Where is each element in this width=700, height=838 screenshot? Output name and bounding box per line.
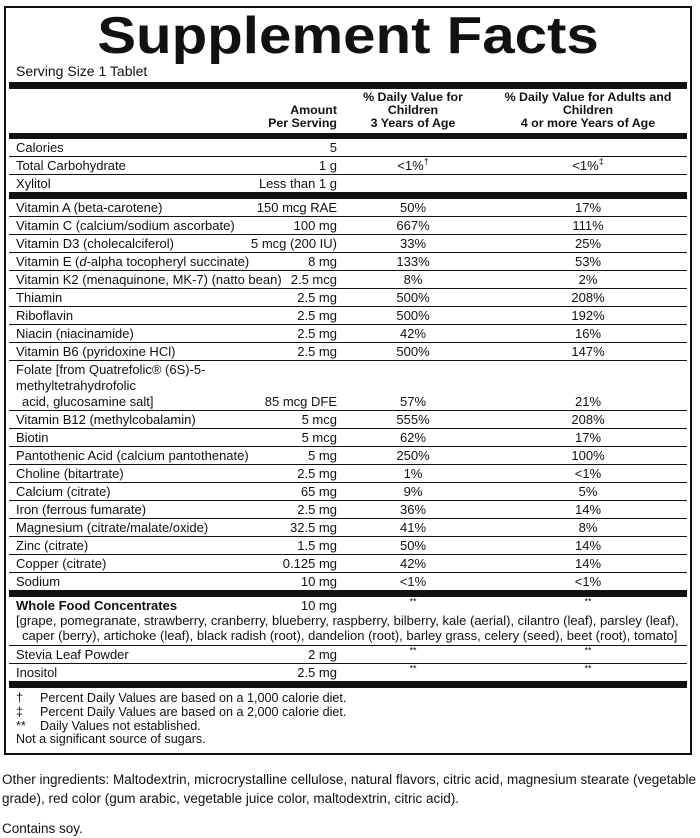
footnote-text: Percent Daily Values are based on a 1,000 calorie diet. xyxy=(40,691,347,705)
nutrient-name: Thiamin xyxy=(16,290,63,305)
other-ingredients-text: Other ingredients: Maltodextrin, microcrystalline cellulose, natural flavors, citric acid, magnesium stearate (vegetable grade), red color (gum arabic, vegetable juice color, maltodextrin, citric acid). xyxy=(2,772,697,807)
adults-dv-cell: 2% xyxy=(578,272,598,287)
children-dv-cell: 1% xyxy=(403,466,423,481)
footnote-marker: ** xyxy=(584,645,592,656)
footnote-line xyxy=(16,692,679,706)
allergen-statement: Contains soy. xyxy=(2,821,83,837)
amount-cell: 1 g xyxy=(318,158,337,173)
table-row xyxy=(9,234,687,252)
footnote-text: Percent Daily Values are based on a 2,000 calorie diet. xyxy=(40,704,347,719)
footnote-marker: ‡ xyxy=(16,704,24,719)
nutrient-name: Vitamin B12 (methylcobalamin) xyxy=(16,412,196,427)
amount-cell: 85 mcg DFE xyxy=(264,394,337,409)
nutrient-name: Inositol xyxy=(16,665,58,680)
table-row xyxy=(9,324,687,342)
amount-cell: 2 mg xyxy=(308,647,337,662)
nutrient-name: Vitamin A (beta-carotene) xyxy=(16,200,163,215)
adults-dv-cell: 14% xyxy=(574,556,602,571)
adults-dv-cell: 100% xyxy=(571,448,605,463)
nutrient-name-amount-cell xyxy=(9,140,337,156)
amount-cell: 0.125 mg xyxy=(282,556,337,571)
children-dv-cell xyxy=(337,647,489,663)
table-row xyxy=(9,410,687,428)
adults-dv-cell: 53% xyxy=(574,254,602,269)
children-dv-cell: 9% xyxy=(403,484,423,499)
table-row xyxy=(9,270,687,288)
nutrient-name: Pantothenic Acid (calcium pantothenate) xyxy=(16,448,249,463)
whole-food-ingredients-note: [grape, pomegranate, strawberry, cranberry, blueberry, raspberry, bilberry, kale (aerial), cilantro (leaf), parsley (leaf), caper (berry), artichoke (leaf), black radish (root), dandelion (root), barley grass, celery (seed), beet (root), tomato] xyxy=(16,613,679,643)
children-dv-cell: 57% xyxy=(399,394,427,409)
children-dv-cell: 667% xyxy=(396,218,430,233)
footnote-marker: ** xyxy=(584,596,592,607)
table-row xyxy=(9,342,687,360)
adults-dv-cell: 111% xyxy=(572,218,604,233)
adults-dv-cell: 8% xyxy=(578,520,598,535)
nutrient-name: Niacin (niacinamide) xyxy=(16,326,134,341)
amount-cell: 32.5 mg xyxy=(290,520,337,535)
table-row xyxy=(9,288,687,306)
children-dv-cell: 41% xyxy=(399,520,427,535)
table-row xyxy=(9,446,687,464)
children-dv-cell xyxy=(337,140,489,156)
nutrient-name-amount-cell xyxy=(9,236,337,252)
children-dv-cell: 36% xyxy=(399,502,427,517)
children-dv-cell: <1% xyxy=(399,574,427,589)
nutrient-name: Copper (citrate) xyxy=(16,556,107,571)
table-row xyxy=(9,482,687,500)
footnote-line xyxy=(16,720,679,734)
children-dv-cell: 42% xyxy=(399,326,427,341)
adults-dv-cell: 17% xyxy=(574,200,602,215)
children-dv-cell: 62% xyxy=(399,430,427,445)
panel-title: Supplement Facts xyxy=(97,7,599,65)
children-dv-cell: 42% xyxy=(399,556,427,571)
nutrient-name-line2: acid, glucosamine salt] xyxy=(22,394,154,409)
section-divider xyxy=(9,681,687,688)
amount-cell: 10 mg xyxy=(300,574,337,589)
nutrient-name-amount-cell xyxy=(9,218,337,234)
nutrient-name: Whole Food Concentrates xyxy=(16,598,178,613)
footnote-marker: ‡ xyxy=(598,156,604,167)
adults-dv-cell: 208% xyxy=(571,412,605,427)
nutrient-name: Zinc (citrate) xyxy=(16,538,89,553)
children-dv-cell: 500% xyxy=(396,308,430,323)
table-row xyxy=(9,645,687,663)
nutrient-name: Vitamin D3 (cholecalciferol) xyxy=(16,236,174,251)
nutrient-name-amount-cell xyxy=(9,272,337,288)
children-dv-cell: 500% xyxy=(396,344,430,359)
children-dv-cell: 50% xyxy=(399,200,427,215)
table-row xyxy=(9,518,687,536)
table-row xyxy=(9,216,687,234)
nutrient-name-amount-cell xyxy=(9,412,337,428)
footnote-line xyxy=(16,706,679,720)
adults-dv-cell: 192% xyxy=(571,308,605,323)
nutrient-name: Calories xyxy=(16,140,64,155)
nutrient-name: Vitamin B6 (pyridoxine HCl) xyxy=(16,344,176,359)
nutrient-name-amount-cell xyxy=(9,254,337,270)
table-row xyxy=(9,174,687,192)
amount-cell: 2.5 mg xyxy=(297,466,337,481)
nutrient-name-amount-cell xyxy=(9,538,337,554)
amount-column-header: Amount Per Serving xyxy=(268,103,337,130)
footnote-text: Not a significant source of sugars. xyxy=(16,732,206,747)
amount-cell: 2.5 mg xyxy=(297,665,337,680)
adults-dv-cell: 5% xyxy=(578,484,598,499)
amount-cell: 2.5 mcg xyxy=(290,272,337,287)
whole-food-section xyxy=(9,597,687,681)
children-dv-cell xyxy=(337,176,489,192)
children-dv-cell: 133% xyxy=(396,254,430,269)
amount-cell: 2.5 mg xyxy=(297,502,337,517)
adults-dv-cell: 14% xyxy=(574,502,602,517)
adults-dv-column-header: % Daily Value for Adults and Children 4 or more Years of Age xyxy=(504,90,672,130)
adults-dv-cell xyxy=(489,140,687,156)
children-dv-cell: 500% xyxy=(396,290,430,305)
nutrient-name: Total Carbohydrate xyxy=(16,158,126,173)
nutrient-name-amount-cell xyxy=(9,647,337,663)
nutrient-name: Magnesium (citrate/malate/oxide) xyxy=(16,520,209,535)
nutrient-name: Vitamin K2 (menaquinone, MK-7) (natto bean) xyxy=(16,272,282,287)
amount-cell: 5 mg xyxy=(308,448,337,463)
table-row xyxy=(9,597,687,614)
nutrient-name: Riboflavin xyxy=(16,308,74,323)
column-headers xyxy=(9,89,687,133)
nutrient-name: Vitamin E (d-alpha tocopheryl succinate) xyxy=(16,254,250,269)
nutrient-name-amount-cell xyxy=(9,326,337,342)
children-dv-cell: <1%† xyxy=(397,156,429,173)
nutrient-name-amount-cell xyxy=(9,176,337,192)
nutrient-name: Xylitol xyxy=(16,176,51,191)
section-divider xyxy=(9,192,687,199)
amount-cell: 10 mg xyxy=(300,598,337,613)
nutrient-name-amount-cell xyxy=(9,665,337,681)
nutrient-name-amount-cell xyxy=(9,344,337,360)
nutrient-name-amount-cell xyxy=(9,448,337,464)
table-row xyxy=(9,572,687,590)
adults-dv-cell: 16% xyxy=(574,326,602,341)
footnote-marker: † xyxy=(16,691,24,705)
table-row xyxy=(9,199,687,216)
amount-cell: 2.5 mg xyxy=(297,308,337,323)
table-row xyxy=(9,252,687,270)
amount-cell: 65 mg xyxy=(300,484,337,499)
adults-dv-cell: <1%‡ xyxy=(572,156,604,173)
children-dv-cell: 250% xyxy=(396,448,430,463)
table-row xyxy=(9,139,687,156)
amount-cell: 8 mg xyxy=(308,254,337,269)
adults-dv-cell: 14% xyxy=(574,538,602,553)
adults-dv-cell xyxy=(489,647,687,663)
table-row xyxy=(9,306,687,324)
table-row xyxy=(9,428,687,446)
adults-dv-cell xyxy=(489,665,687,681)
amount-cell: 5 mcg (200 IU) xyxy=(251,236,337,251)
footnote-marker: ** xyxy=(409,596,417,607)
nutrient-name-amount-cell xyxy=(9,290,337,306)
footnote-text: Daily Values not established. xyxy=(40,718,201,733)
amount-cell: 5 mcg xyxy=(301,412,337,427)
nutrient-name-amount-cell xyxy=(9,556,337,572)
nutrient-name: Iron (ferrous fumarate) xyxy=(16,502,147,517)
serving-size: Serving Size 1 Tablet xyxy=(16,63,148,79)
amount-cell: 5 mcg xyxy=(301,430,337,445)
nutrient-name-line1: Folate [from Quatrefolic® (6S)-5-methyltetrahydrofolic xyxy=(16,362,206,393)
nutrient-name xyxy=(16,362,261,410)
adults-dv-cell: 147% xyxy=(571,344,605,359)
footnote-marker: † xyxy=(423,156,429,167)
amount-cell: Less than 1 g xyxy=(258,176,337,191)
children-dv-cell: 8% xyxy=(403,272,423,287)
table-row xyxy=(9,156,687,174)
nutrient-name-amount-cell xyxy=(9,598,337,614)
nutrient-name: Sodium xyxy=(16,574,61,589)
children-dv-cell xyxy=(337,598,489,614)
table-row xyxy=(9,536,687,554)
amount-cell: 2.5 mg xyxy=(297,344,337,359)
table-row xyxy=(9,663,687,681)
adults-dv-cell: 208% xyxy=(571,290,605,305)
children-dv-cell: 33% xyxy=(399,236,427,251)
children-dv-cell: 555% xyxy=(396,412,430,427)
nutrient-name: Vitamin C (calcium/sodium ascorbate) xyxy=(16,218,235,233)
footnote-marker: ** xyxy=(409,663,417,674)
adults-dv-cell: <1% xyxy=(574,466,602,481)
footnotes xyxy=(9,688,687,748)
nutrient-name: Stevia Leaf Powder xyxy=(16,647,129,662)
nutrient-name: Calcium (citrate) xyxy=(16,484,111,499)
table-row xyxy=(9,500,687,518)
adults-dv-cell: 17% xyxy=(574,430,602,445)
nutrient-name-amount-cell xyxy=(9,158,337,174)
amount-cell: 5 xyxy=(329,140,337,155)
children-dv-column-header: % Daily Value for Children 3 Years of Age xyxy=(363,90,463,130)
supplement-facts-panel xyxy=(4,6,692,755)
nutrient-name-amount-cell xyxy=(9,362,337,410)
footnote-marker: ** xyxy=(584,663,592,674)
amount-cell: 1.5 mg xyxy=(297,538,337,553)
footnote-marker: ** xyxy=(16,718,26,733)
footnote-line xyxy=(16,733,679,747)
nutrient-name-amount-cell xyxy=(9,502,337,518)
amount-cell: 2.5 mg xyxy=(297,326,337,341)
adults-dv-cell: 21% xyxy=(574,394,602,409)
nutrient-name-amount-cell xyxy=(9,308,337,324)
adults-dv-cell xyxy=(489,176,687,192)
nutrient-name: Biotin xyxy=(16,430,49,445)
nutrient-name-amount-cell xyxy=(9,430,337,446)
vitamins-minerals-section xyxy=(9,199,687,590)
section-divider xyxy=(9,82,687,89)
amount-cell: 150 mcg RAE xyxy=(256,200,337,215)
amount-cell: 2.5 mg xyxy=(297,290,337,305)
children-dv-cell: 50% xyxy=(399,538,427,553)
nutrient-name-amount-cell xyxy=(9,484,337,500)
adults-dv-cell: 25% xyxy=(574,236,602,251)
nutrient-name-amount-cell xyxy=(9,466,337,482)
amount-cell: 100 mg xyxy=(293,218,337,233)
table-row xyxy=(9,360,687,410)
adults-dv-cell: <1% xyxy=(574,574,602,589)
macros-section xyxy=(9,139,687,192)
footnote-marker: ** xyxy=(409,645,417,656)
nutrient-name-amount-cell xyxy=(9,574,337,590)
table-row xyxy=(9,554,687,572)
nutrient-name-amount-cell xyxy=(9,200,337,216)
nutrient-name-amount-cell xyxy=(9,520,337,536)
table-row xyxy=(9,464,687,482)
children-dv-cell xyxy=(337,665,489,681)
adults-dv-cell xyxy=(489,598,687,614)
nutrient-name: Choline (bitartrate) xyxy=(16,466,124,481)
